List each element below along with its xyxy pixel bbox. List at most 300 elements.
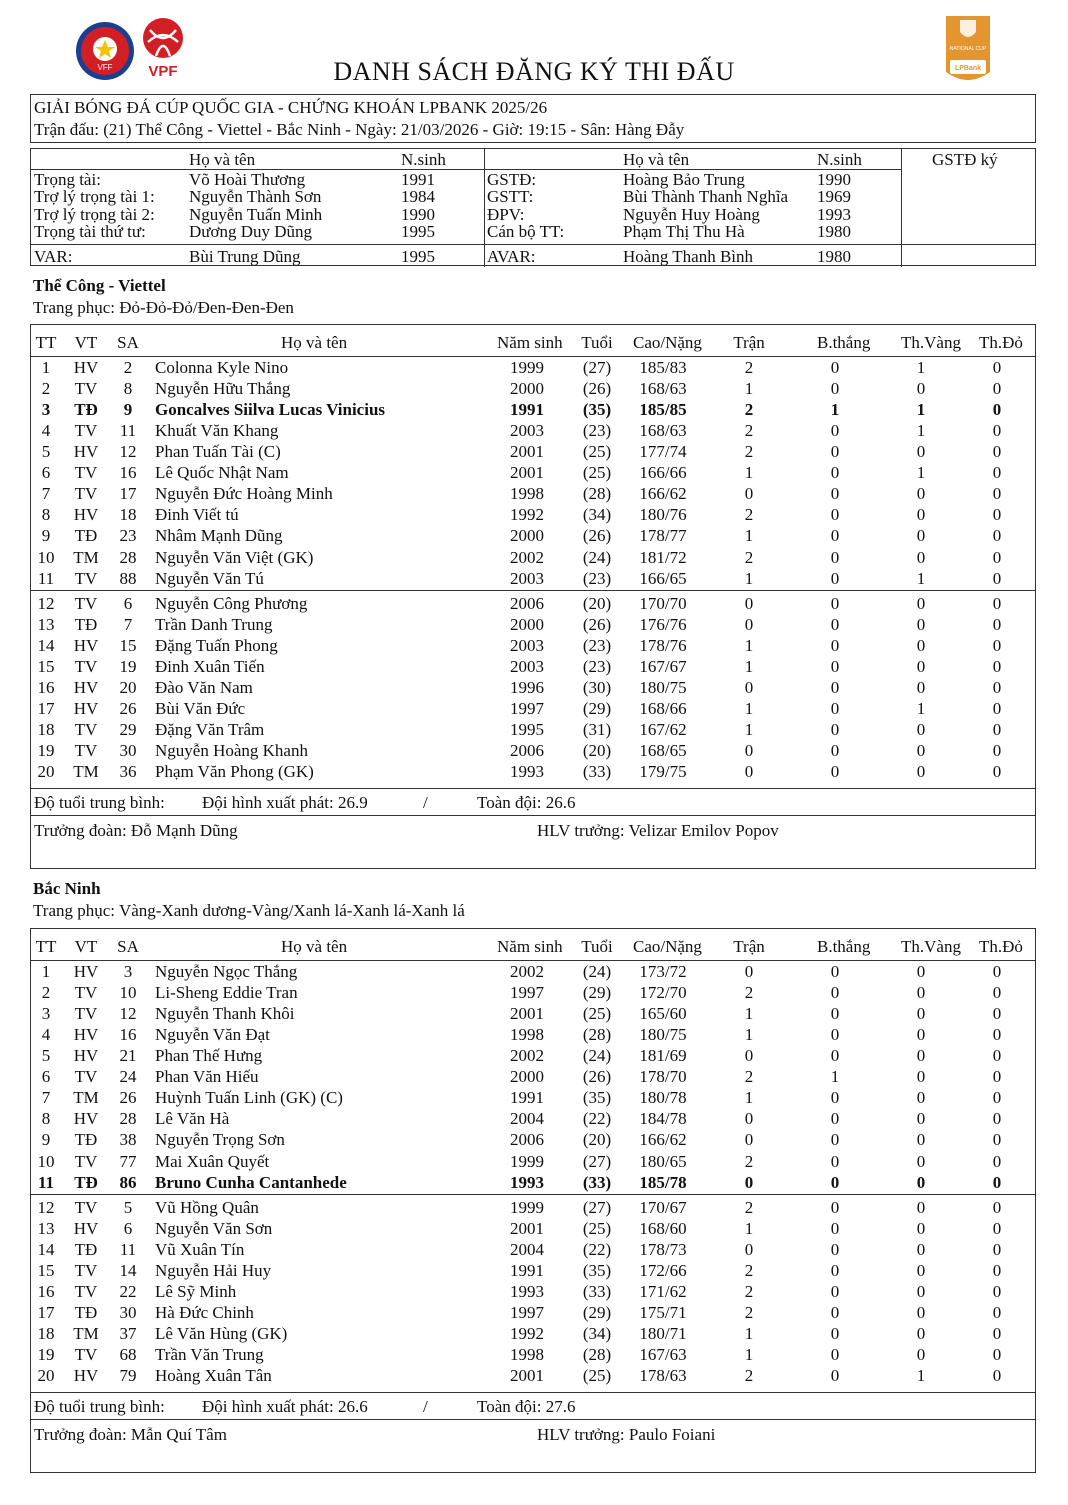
official-name: Nguyễn Tuấn Minh <box>189 205 323 224</box>
shirt-number: 9 <box>123 400 133 420</box>
position: TV <box>74 1067 98 1087</box>
player-name: Nhâm Mạnh Dũng <box>155 526 283 546</box>
height-weight: 172/66 <box>639 1260 687 1280</box>
official-role: Cán bộ TT: <box>487 222 565 241</box>
var-role: VAR: <box>34 247 73 266</box>
svg-text:VFF: VFF <box>97 63 113 72</box>
player-name: Hà Đức Chinh <box>155 1302 254 1322</box>
yellow-cards: 0 <box>916 656 926 676</box>
height-weight: 168/63 <box>639 421 687 441</box>
row-number: 12 <box>37 1197 55 1217</box>
goals: 0 <box>830 719 840 739</box>
yellow-cards: 0 <box>916 505 926 525</box>
shirt-number: 2 <box>123 358 133 377</box>
shirt-number: 3 <box>123 962 133 981</box>
birth-year: 1993 <box>510 1172 544 1192</box>
position: TV <box>74 1004 98 1024</box>
svg-text:VPF: VPF <box>148 63 178 80</box>
red-cards: 0 <box>992 656 1002 676</box>
avg-age-starting: Đội hình xuất phát: 26.9 <box>202 793 368 812</box>
height-weight: 184/78 <box>639 1109 687 1129</box>
height-weight: 168/63 <box>639 379 687 398</box>
player-name: Huỳnh Tuấn Linh (GK) (C) <box>155 1088 343 1108</box>
official-name: Võ Hoài Thương <box>189 170 306 189</box>
age: (29) <box>582 698 612 718</box>
column-header-goals: B.thắng <box>817 937 871 956</box>
yellow-cards: 0 <box>916 526 926 546</box>
matches: 0 <box>744 1130 754 1150</box>
age: (20) <box>582 740 612 760</box>
goals: 0 <box>830 1281 840 1301</box>
player-row <box>31 982 1035 1003</box>
birth-year: 1991 <box>510 400 544 420</box>
shirt-number: 6 <box>123 1218 133 1238</box>
birth-year: 2006 <box>510 740 544 760</box>
staff-separator <box>31 1419 1035 1420</box>
age: (34) <box>582 1323 612 1343</box>
player-row <box>31 1218 1035 1239</box>
goals: 0 <box>830 1344 840 1364</box>
yellow-cards: 0 <box>916 547 926 567</box>
player-name: Khuất Văn Khang <box>155 421 279 441</box>
age: (23) <box>582 568 612 588</box>
height-weight: 181/69 <box>639 1046 687 1066</box>
position: TV <box>74 593 98 613</box>
position: TĐ <box>74 1130 98 1150</box>
column-header-birth-year: Năm sinh <box>497 937 563 956</box>
player-row <box>31 462 1035 483</box>
red-cards: 0 <box>992 1323 1002 1343</box>
player-row <box>31 399 1035 420</box>
official-name: Nguyễn Huy Hoàng <box>623 205 760 224</box>
matches: 2 <box>744 1302 754 1322</box>
column-header-goals: B.thắng <box>817 333 871 352</box>
shirt-number: 30 <box>119 1302 137 1322</box>
goals: 0 <box>830 379 840 398</box>
officials-col-birth-left: N.sinh <box>401 150 446 169</box>
team-manager: Trưởng đoàn: Mẫn Quí Tâm <box>34 1425 227 1444</box>
starters-separator <box>31 590 1035 591</box>
row-number: 18 <box>37 719 55 739</box>
official-year: 1995 <box>401 222 435 241</box>
row-number: 7 <box>41 484 51 504</box>
var-name: Bùi Trung Dũng <box>189 247 301 266</box>
birth-year: 1995 <box>510 719 544 739</box>
column-header-height-weight: Cao/Nặng <box>633 937 702 956</box>
birth-year: 1997 <box>510 698 544 718</box>
red-cards: 0 <box>992 740 1002 760</box>
player-row <box>31 1344 1035 1365</box>
column-header-row-number: TT <box>35 937 57 956</box>
matches: 1 <box>744 526 754 546</box>
height-weight: 167/67 <box>639 656 687 676</box>
shirt-number: 26 <box>119 1088 137 1108</box>
birth-year: 2001 <box>510 442 544 462</box>
age: (29) <box>582 1302 612 1322</box>
birth-year: 1992 <box>510 1323 544 1343</box>
goals: 0 <box>830 1046 840 1066</box>
position: HV <box>73 635 99 655</box>
red-cards: 0 <box>992 505 1002 525</box>
player-name: Hoàng Xuân Tân <box>155 1365 272 1385</box>
shirt-number: 18 <box>119 505 137 525</box>
row-number: 1 <box>41 962 51 981</box>
matches: 1 <box>744 379 754 398</box>
goals: 0 <box>830 1004 840 1024</box>
official-year: 1990 <box>817 170 851 189</box>
goals: 0 <box>830 1260 840 1280</box>
red-cards: 0 <box>992 526 1002 546</box>
position: TM <box>73 761 99 781</box>
column-header-birth-year: Năm sinh <box>497 333 563 352</box>
position: HV <box>73 1109 99 1129</box>
height-weight: 178/70 <box>639 1067 687 1087</box>
age: (25) <box>582 1365 612 1385</box>
column-header-shirt-number: SA <box>117 937 139 956</box>
yellow-cards: 0 <box>916 761 926 781</box>
goals: 0 <box>830 983 840 1002</box>
red-cards: 0 <box>992 463 1002 483</box>
avar-role: AVAR: <box>487 247 536 266</box>
svg-text:LPBank: LPBank <box>954 65 982 72</box>
yellow-cards: 0 <box>916 1025 926 1045</box>
position: TV <box>74 568 98 588</box>
height-weight: 178/73 <box>639 1239 687 1259</box>
row-number: 2 <box>41 379 51 398</box>
position: TM <box>73 547 99 567</box>
competition-name: GIẢI BÓNG ĐÁ CÚP QUỐC GIA - CHỨNG KHOÁN LPBANK 2025/26 <box>34 98 548 117</box>
birth-year: 1997 <box>510 983 544 1002</box>
shirt-number: 19 <box>119 656 137 676</box>
red-cards: 0 <box>992 379 1002 398</box>
age: (27) <box>582 1197 612 1217</box>
height-weight: 168/66 <box>639 698 687 718</box>
player-row <box>31 1151 1035 1172</box>
player-name: Vũ Xuân Tín <box>155 1239 245 1259</box>
team2-roster <box>30 928 1036 1473</box>
avg-separator <box>31 1392 1035 1393</box>
player-row <box>31 1172 1035 1193</box>
height-weight: 170/67 <box>639 1197 687 1217</box>
red-cards: 0 <box>992 719 1002 739</box>
row-number: 4 <box>41 1025 51 1045</box>
red-cards: 0 <box>992 1260 1002 1280</box>
position: TV <box>74 740 98 760</box>
shirt-number: 16 <box>119 463 137 483</box>
official-role: Trợ lý trọng tài 2: <box>34 205 155 224</box>
shirt-number: 24 <box>119 1067 137 1087</box>
player-row <box>31 1281 1035 1302</box>
player-row <box>31 961 1035 982</box>
avg-age-label: Độ tuổi trung bình: <box>34 1397 165 1416</box>
shirt-number: 26 <box>119 698 137 718</box>
officials-col-sign: GSTĐ ký <box>932 150 998 169</box>
column-header-yellow-cards: Th.Vàng <box>901 333 961 352</box>
goals: 0 <box>830 547 840 567</box>
red-cards: 0 <box>992 1025 1002 1045</box>
player-name: Bruno Cunha Cantanhede <box>155 1172 347 1192</box>
row-number: 6 <box>41 463 51 483</box>
red-cards: 0 <box>992 1151 1002 1171</box>
red-cards: 0 <box>992 442 1002 462</box>
row-number: 4 <box>41 421 51 441</box>
player-row <box>31 1066 1035 1087</box>
birth-year: 2003 <box>510 421 544 441</box>
player-name: Nguyễn Ngọc Thắng <box>155 962 298 981</box>
column-header-shirt-number: SA <box>117 333 139 352</box>
official-role: Trọng tài: <box>34 170 101 189</box>
red-cards: 0 <box>992 593 1002 613</box>
player-name: Nguyễn Hoàng Khanh <box>155 740 308 760</box>
goals: 0 <box>830 421 840 441</box>
yellow-cards: 0 <box>916 635 926 655</box>
column-header-matches: Trận <box>733 333 765 352</box>
matches: 1 <box>744 1323 754 1343</box>
yellow-cards: 0 <box>916 1344 926 1364</box>
var-year: 1995 <box>401 247 435 266</box>
yellow-cards: 1 <box>916 568 926 588</box>
row-number: 3 <box>41 400 51 420</box>
official-name: Dương Duy Dũng <box>189 222 313 241</box>
competition-box <box>30 94 1036 143</box>
position: TV <box>74 379 98 398</box>
goals: 0 <box>830 442 840 462</box>
matches: 1 <box>744 1004 754 1024</box>
red-cards: 0 <box>992 635 1002 655</box>
height-weight: 178/63 <box>639 1365 687 1385</box>
red-cards: 0 <box>992 358 1002 377</box>
goals: 0 <box>830 1365 840 1385</box>
height-weight: 167/63 <box>639 1344 687 1364</box>
row-number: 20 <box>37 1365 55 1385</box>
player-row <box>31 1260 1035 1281</box>
shirt-number: 14 <box>119 1260 137 1280</box>
red-cards: 0 <box>992 677 1002 697</box>
age: (26) <box>582 614 612 634</box>
matches: 0 <box>744 761 754 781</box>
shirt-number: 21 <box>119 1046 137 1066</box>
matches: 0 <box>744 593 754 613</box>
position: TV <box>74 1151 98 1171</box>
player-row <box>31 483 1035 504</box>
height-weight: 181/72 <box>639 547 687 567</box>
goals: 0 <box>830 568 840 588</box>
row-number: 13 <box>37 614 55 634</box>
birth-year: 2006 <box>510 593 544 613</box>
official-year: 1984 <box>401 187 435 206</box>
avar-name: Hoàng Thanh Bình <box>623 247 754 266</box>
starters-separator <box>31 1194 1035 1195</box>
height-weight: 171/62 <box>639 1281 687 1301</box>
shirt-number: 88 <box>119 568 137 588</box>
red-cards: 0 <box>992 484 1002 504</box>
player-row <box>31 441 1035 462</box>
birth-year: 2002 <box>510 962 544 981</box>
svg-text:NATIONAL CUP: NATIONAL CUP <box>949 46 987 52</box>
shirt-number: 86 <box>119 1172 137 1192</box>
official-name: Hoàng Bảo Trung <box>623 170 745 189</box>
column-header-matches: Trận <box>733 937 765 956</box>
player-name: Nguyễn Văn Đạt <box>155 1025 270 1045</box>
height-weight: 170/70 <box>639 593 687 613</box>
player-row <box>31 547 1035 568</box>
position: TV <box>74 421 98 441</box>
matches: 0 <box>744 1172 754 1192</box>
height-weight: 180/75 <box>639 677 687 697</box>
official-role: GSTĐ: <box>487 170 537 189</box>
age: (28) <box>582 484 612 504</box>
matches: 2 <box>744 400 754 420</box>
yellow-cards: 0 <box>916 379 926 398</box>
matches: 2 <box>744 505 754 525</box>
red-cards: 0 <box>992 1218 1002 1238</box>
row-number: 9 <box>41 526 51 546</box>
matches: 2 <box>744 547 754 567</box>
position: HV <box>73 442 99 462</box>
page-title: DANH SÁCH ĐĂNG KÝ THI ĐẤU <box>333 57 735 86</box>
player-name: Bùi Văn Đức <box>155 698 246 718</box>
head-coach: HLV trưởng: Paulo Foiani <box>537 1425 716 1444</box>
goals: 0 <box>830 463 840 483</box>
height-weight: 180/78 <box>639 1088 687 1108</box>
matches: 1 <box>744 1088 754 1108</box>
position: TV <box>74 1260 98 1280</box>
player-row <box>31 1197 1035 1218</box>
birth-year: 1991 <box>510 1260 544 1280</box>
age: (22) <box>582 1239 612 1259</box>
player-name: Lê Quốc Nhật Nam <box>155 463 289 483</box>
position: TĐ <box>74 400 98 420</box>
officials-col-name-left: Họ và tên <box>189 150 256 169</box>
age: (35) <box>582 1260 612 1280</box>
shirt-number: 29 <box>119 719 137 739</box>
age: (24) <box>582 962 612 981</box>
height-weight: 166/65 <box>639 568 687 588</box>
yellow-cards: 0 <box>916 1151 926 1171</box>
birth-year: 1998 <box>510 1025 544 1045</box>
yellow-cards: 0 <box>916 1172 926 1192</box>
red-cards: 0 <box>992 1197 1002 1217</box>
red-cards: 0 <box>992 1365 1002 1385</box>
yellow-cards: 0 <box>916 1046 926 1066</box>
avg-age-squad: Toàn đội: 27.6 <box>477 1397 576 1416</box>
position: HV <box>73 505 99 525</box>
player-name: Vũ Hồng Quân <box>155 1197 259 1217</box>
player-row <box>31 761 1035 782</box>
team-manager: Trưởng đoàn: Đỗ Mạnh Dũng <box>34 821 238 840</box>
shirt-number: 11 <box>119 1239 137 1259</box>
player-row <box>31 740 1035 761</box>
yellow-cards: 1 <box>916 463 926 483</box>
height-weight: 172/70 <box>639 983 687 1002</box>
goals: 0 <box>830 677 840 697</box>
yellow-cards: 0 <box>916 1218 926 1238</box>
birth-year: 2001 <box>510 1218 544 1238</box>
goals: 0 <box>830 1172 840 1192</box>
player-name: Phạm Văn Phong (GK) <box>155 761 314 781</box>
goals: 0 <box>830 1323 840 1343</box>
team1-kit: Trang phục: Đỏ-Đỏ-Đỏ/Đen-Đen-Đen <box>33 298 294 317</box>
matches: 2 <box>744 358 754 377</box>
age: (24) <box>582 1046 612 1066</box>
red-cards: 0 <box>992 1302 1002 1322</box>
column-header-red-cards: Th.Đỏ <box>979 937 1023 956</box>
yellow-cards: 0 <box>916 1323 926 1343</box>
age: (28) <box>582 1025 612 1045</box>
height-weight: 180/76 <box>639 505 687 525</box>
red-cards: 0 <box>992 1067 1002 1087</box>
goals: 0 <box>830 1025 840 1045</box>
shirt-number: 79 <box>119 1365 137 1385</box>
height-weight: 166/62 <box>639 1130 687 1150</box>
player-name: Nguyễn Hải Huy <box>155 1260 272 1280</box>
staff-separator <box>31 815 1035 816</box>
yellow-cards: 0 <box>916 1088 926 1108</box>
yellow-cards: 0 <box>916 677 926 697</box>
yellow-cards: 0 <box>916 593 926 613</box>
position: TĐ <box>74 614 98 634</box>
birth-year: 2003 <box>510 635 544 655</box>
matches: 0 <box>744 677 754 697</box>
birth-year: 2000 <box>510 614 544 634</box>
avg-age-starting: Đội hình xuất phát: 26.6 <box>202 1397 368 1416</box>
matches: 2 <box>744 421 754 441</box>
red-cards: 0 <box>992 421 1002 441</box>
match-info: Trận đấu: (21) Thể Công - Viettel - Bắc Ninh - Ngày: 21/03/2026 - Giờ: 19:15 - Sân: Hàng Đẫy <box>34 120 685 139</box>
column-header-red-cards: Th.Đỏ <box>979 333 1023 352</box>
position: TV <box>74 1197 98 1217</box>
official-role: GSTT: <box>487 187 534 206</box>
matches: 0 <box>744 1109 754 1129</box>
birth-year: 2001 <box>510 463 544 483</box>
birth-year: 1993 <box>510 761 544 781</box>
table-header <box>31 332 1035 353</box>
player-name: Nguyễn Trọng Sơn <box>155 1130 285 1150</box>
column-header-row-number: TT <box>35 333 57 352</box>
age: (26) <box>582 1067 612 1087</box>
head-coach: HLV trưởng: Velizar Emilov Popov <box>537 821 779 840</box>
player-name: Lê Văn Hà <box>155 1109 230 1129</box>
birth-year: 1998 <box>510 1344 544 1364</box>
yellow-cards: 0 <box>916 740 926 760</box>
height-weight: 185/83 <box>639 358 687 377</box>
row-number: 10 <box>37 1151 55 1171</box>
position: TM <box>73 1323 99 1343</box>
red-cards: 0 <box>992 1004 1002 1024</box>
red-cards: 0 <box>992 614 1002 634</box>
officials-col-birth-right: N.sinh <box>817 150 862 169</box>
matches: 2 <box>744 983 754 1002</box>
matches: 2 <box>744 1067 754 1087</box>
position: TM <box>73 1088 99 1108</box>
age: (26) <box>582 379 612 398</box>
yellow-cards: 0 <box>916 1067 926 1087</box>
birth-year: 2002 <box>510 1046 544 1066</box>
birth-year: 2000 <box>510 526 544 546</box>
goals: 0 <box>830 1151 840 1171</box>
official-role: Trợ lý trọng tài 1: <box>34 187 155 206</box>
birth-year: 2003 <box>510 568 544 588</box>
age: (33) <box>582 1281 612 1301</box>
height-weight: 166/66 <box>639 463 687 483</box>
age: (25) <box>582 463 612 483</box>
goals: 0 <box>830 962 840 981</box>
position: HV <box>73 1046 99 1066</box>
age: (27) <box>582 358 612 377</box>
goals: 0 <box>830 358 840 377</box>
player-row <box>31 1239 1035 1260</box>
player-row <box>31 635 1035 656</box>
